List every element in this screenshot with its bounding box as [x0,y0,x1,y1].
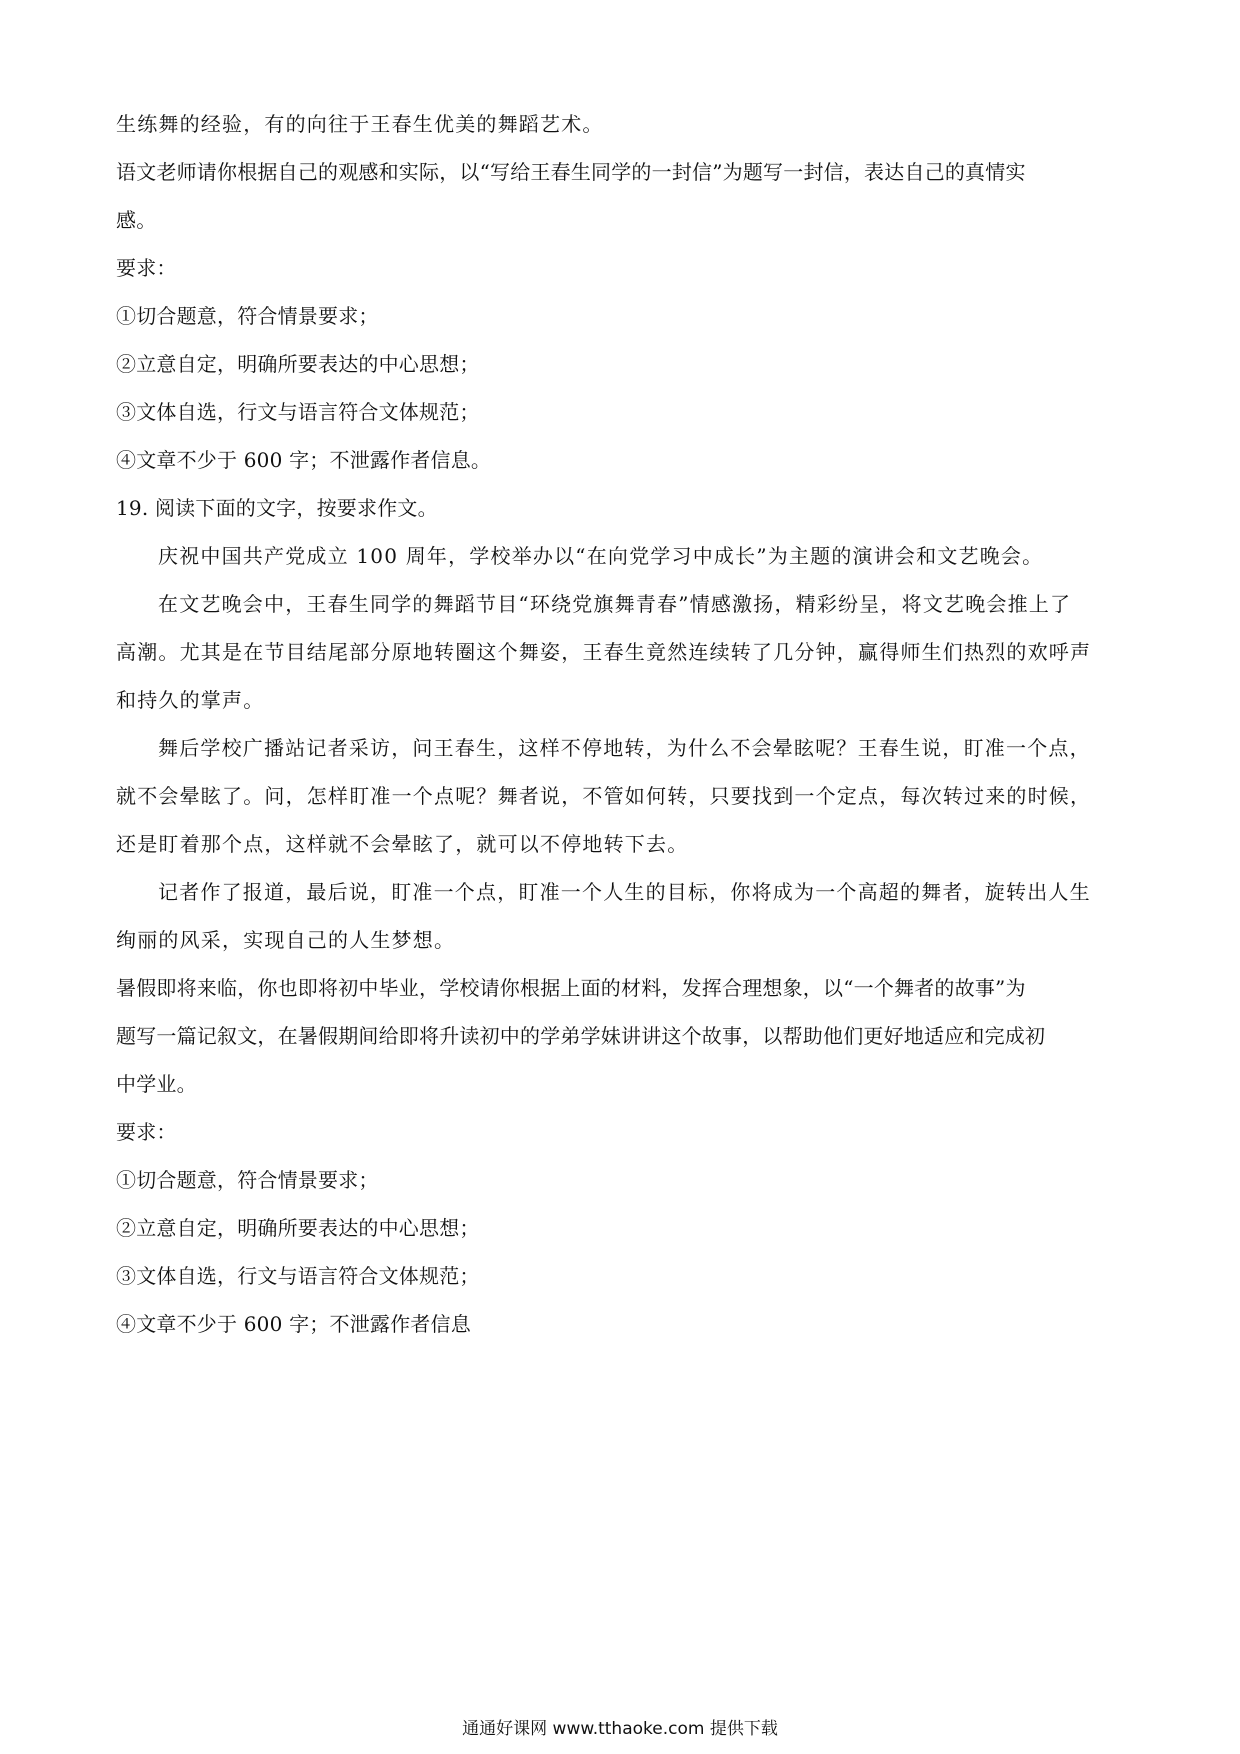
requirement-2: ②立意自定，明确所要表达的中心思想； [116,1216,480,1240]
prev-requirements-title: 要求： [116,256,177,280]
material-paragraph-2-line-2: 高潮。尤其是在节目结尾部分原地转圈这个舞姿，王春生竟然连续转了几分钟，赢得师生们热烈的欢呼声 [116,640,1092,664]
material-paragraph-2-line-1: 在文艺晚会中，王春生同学的舞蹈节目“环绕党旗舞青春”情感激扬，精彩纷呈，将文艺晚会推上了 [158,592,1072,616]
requirements-title: 要求： [116,1120,177,1144]
footer-watermark: 通通好课网 www.tthaoke.com 提供下载 [462,1719,778,1739]
material-paragraph-4-line-1: 记者作了报道，最后说，盯准一个点，盯准一个人生的目标，你将成为一个高超的舞者，旋转出人生 [158,880,1091,904]
prev-question-continuation: 生练舞的经验，有的向往于王春生优美的舞蹈艺术。 [116,112,604,136]
prev-requirement-3: ③文体自选，行文与语言符合文体规范； [116,400,480,424]
task-line-1: 暑假即将来临，你也即将初中毕业，学校请你根据上面的材料，发挥合理想象，以“一个舞者的故事”为 [116,976,1026,1000]
material-paragraph-1: 庆祝中国共产党成立 100 周年，学校举办以“在向党学习中成长”为主题的演讲会和文艺晚会。 [158,544,1044,568]
material-paragraph-3-line-3: 还是盯着那个点，这样就不会晕眩了，就可以不停地转下去。 [116,832,689,856]
material-paragraph-3-line-1: 舞后学校广播站记者采访，问王春生，这样不停地转，为什么不会晕眩呢？王春生说，盯准一个点， [158,736,1091,760]
question-19-header: 19. 阅读下面的文字，按要求作文。 [116,496,438,520]
page-content [116,100,1126,1348]
task-line-3: 中学业。 [116,1072,197,1096]
prev-requirement-1: ①切合题意，符合情景要求； [116,304,379,328]
prev-requirement-2: ②立意自定，明确所要表达的中心思想； [116,352,480,376]
requirement-1: ①切合题意，符合情景要求； [116,1168,379,1192]
requirement-4: ④文章不少于 600 字；不泄露作者信息 [116,1312,471,1336]
material-paragraph-3-line-2: 就不会晕眩了。问，怎样盯准一个点呢？舞者说，不管如何转，只要找到一个定点，每次转过来的时候， [116,784,1092,808]
material-paragraph-4-line-2: 绚丽的风采，实现自己的人生梦想。 [116,928,456,952]
prev-task-line-2: 感。 [116,208,157,232]
task-line-2: 题写一篇记叙文，在暑假期间给即将升读初中的学弟学妹讲讲这个故事，以帮助他们更好地适应和完成初 [116,1024,1046,1048]
requirement-3: ③文体自选，行文与语言符合文体规范； [116,1264,480,1288]
material-paragraph-2-line-3: 和持久的掌声。 [116,688,265,712]
prev-task-line-1: 语文老师请你根据自己的观感和实际，以“写给王春生同学的一封信”为题写一封信，表达自己的真情实 [116,160,1026,184]
prev-requirement-4: ④文章不少于 600 字；不泄露作者信息。 [116,448,492,472]
